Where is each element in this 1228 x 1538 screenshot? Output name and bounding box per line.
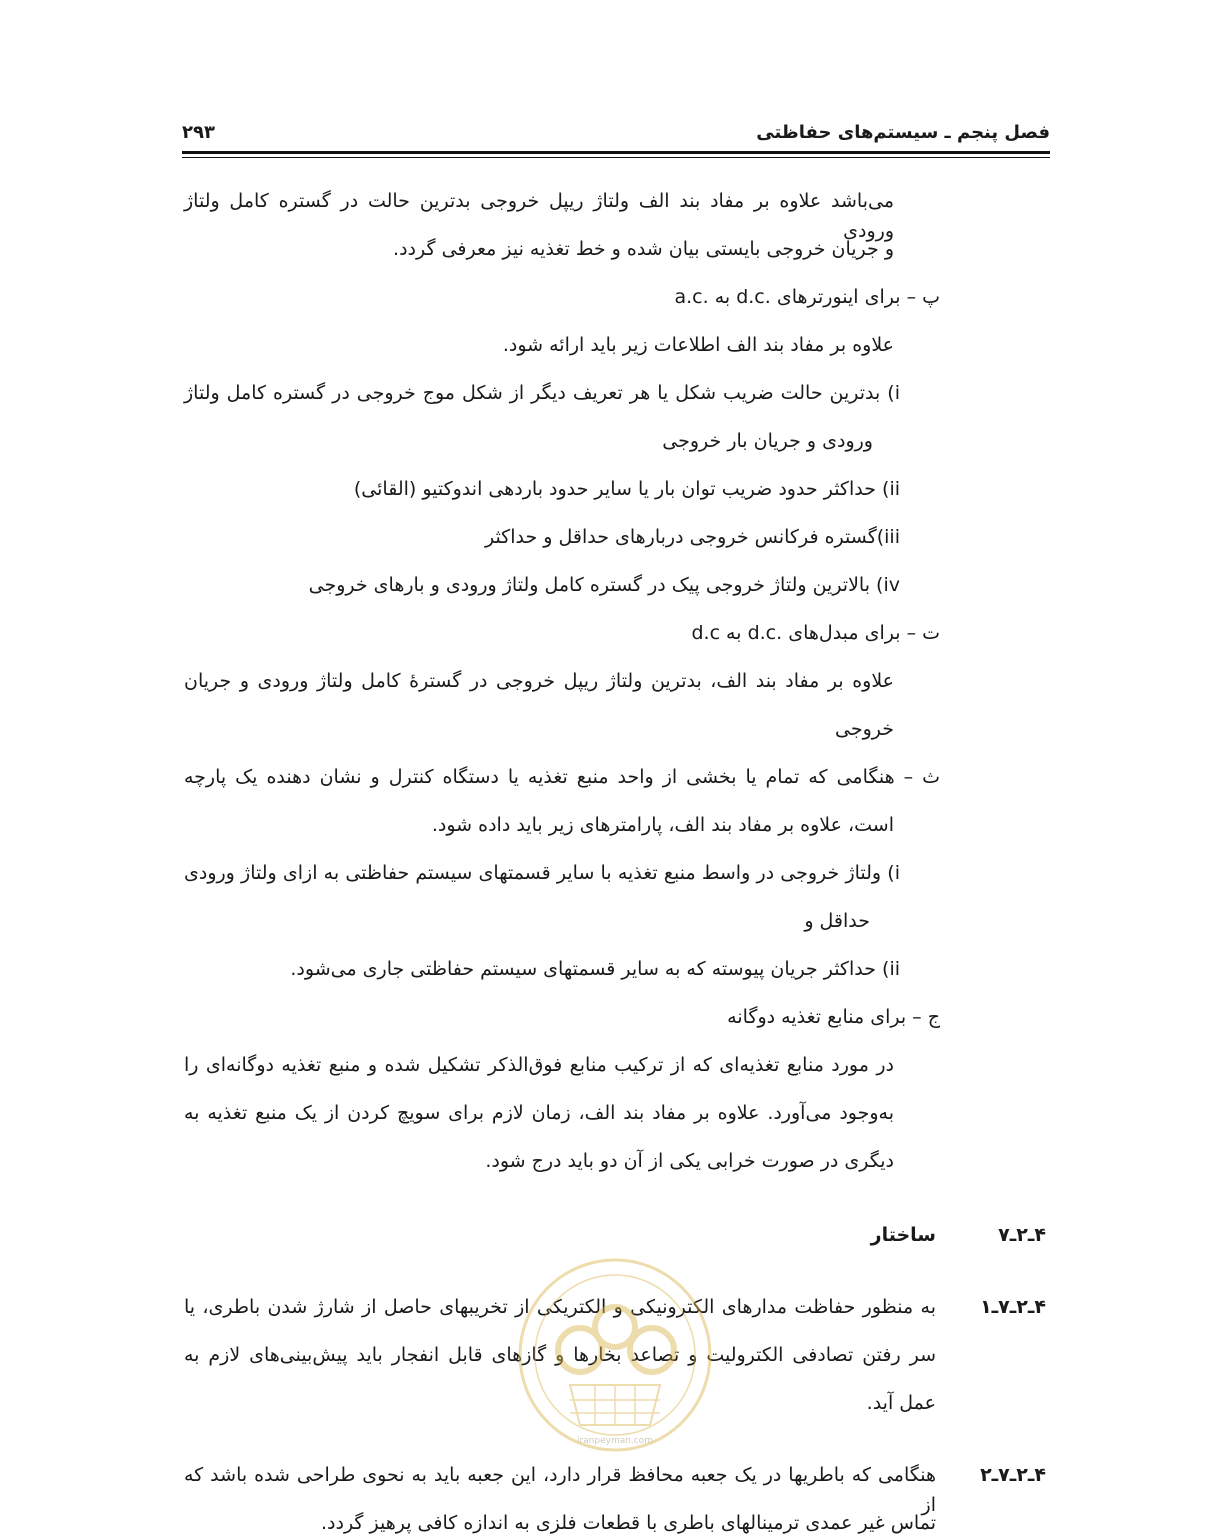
text-line: در مورد منابع تغذیه‌ای که از ترکیب منابع فوق‌الذکر تشکیل شده و منبع تغذیه دوگانه‌ای را <box>184 1054 894 1076</box>
list-item-heading: ت – برای مبدل‌های .d.c به d.c <box>691 622 940 644</box>
text-line: i) ولتاژ خروجی در واسط منبع تغذیه با سایر قسمتهای سیستم حفاظتی به ازای ولتاژ ورودی <box>184 862 900 884</box>
header-rule <box>182 151 1050 154</box>
clause-line: تماس غیر عمدی ترمینالهای باطری با قطعات فلزی به اندازه کافی پرهیز گردد. <box>320 1512 936 1534</box>
section-title: ساختار <box>870 1224 936 1246</box>
clause-line: عمل آید. <box>866 1392 936 1414</box>
section-number: ۴ـ۲ـ۷ <box>998 1224 1046 1246</box>
list-item-heading: پ – برای اینورترهای .d.c به .a.c <box>674 286 940 308</box>
clause-number: ۴ـ۲ـ۷ـ۱ <box>980 1296 1046 1318</box>
text-line: علاوه بر مفاد بند الف اطلاعات زیر باید ارائه شود. <box>502 334 894 356</box>
text-line: علاوه بر مفاد بند الف، بدترین ولتاژ ریپل خروجی در گسترهٔ کامل ولتاژ ورودی و جریان <box>184 670 894 692</box>
list-item-heading: ج – برای منابع تغذیه دوگانه <box>727 1006 940 1028</box>
text-line: iv) بالاترین ولتاژ خروجی پیک در گستره کامل ولتاژ ورودی و بارهای خروجی <box>308 574 900 596</box>
list-item-heading: ث – هنگامی که تمام یا بخشی از واحد منبع تغذیه یا دستگاه کنترل و نشان دهنده یک پارچه <box>184 766 940 788</box>
text-line: و جریان خروجی بایستی بیان شده و خط تغذیه نیز معرفی گردد. <box>393 238 894 260</box>
clause-line: سر رفتن تصادفی الکترولیت و تصاعد بخارها و گازهای قابل انفجار باید پیش‌بینی‌های لازم به <box>184 1344 936 1366</box>
text-line: ii) حداکثر جریان پیوسته که به سایر قسمتهای سیستم حفاظتی جاری می‌شود. <box>290 958 900 980</box>
watermark-stamp <box>510 1255 720 1455</box>
text-line: می‌باشد علاوه بر مفاد بند الف ولتاژ ریپل خروجی بدترین حالت در گستره کامل ولتاژ ورودی <box>184 190 894 242</box>
header-rule-thin <box>182 157 1050 158</box>
text-line: حداقل و <box>804 910 870 932</box>
text-line: ورودی و جریان بار خروجی <box>662 430 873 452</box>
running-header <box>182 118 1050 146</box>
watermark-text: iranpeyman.com <box>576 1436 654 1446</box>
text-line: i) بدترین حالت ضریب شکل یا هر تعریف دیگر از شکل موج خروجی در گستره کامل ولتاژ <box>184 382 900 404</box>
chapter-title: فصل پنجم ـ سیستم‌های حفاظتی <box>756 121 1050 143</box>
page-number: ۲۹۳ <box>182 121 215 143</box>
clause-line: هنگامی که باطریها در یک جعبه محافظ قرار دارد، این جعبه باید به نحوی طراحی شده باشد که از <box>184 1464 936 1516</box>
text-line: به‌وجود می‌آورد. علاوه بر مفاد بند الف، زمان لازم برای سویچ کردن از یک منبع تغذیه به <box>184 1102 894 1124</box>
clause-number: ۴ـ۲ـ۷ـ۲ <box>980 1464 1046 1486</box>
text-line: خروجی <box>835 718 894 740</box>
clause-line: به منظور حفاظت مدارهای الکترونیکی و الکتریکی از تخریبهای حاصل از شارژ شدن باطری، یا <box>184 1296 936 1318</box>
text-line: دیگری در صورت خرابی یکی از آن دو باید درج شود. <box>485 1150 894 1172</box>
text-line: ii) حداکثر حدود ضریب توان بار یا سایر حدود باردهی اندوکتیو (القائی) <box>353 478 900 500</box>
text-line: است، علاوه بر مفاد بند الف، پارامترهای زیر باید داده شود. <box>431 814 894 836</box>
text-line: iii)گستره فرکانس خروجی دربارهای حداقل و حداکثر <box>484 526 900 548</box>
